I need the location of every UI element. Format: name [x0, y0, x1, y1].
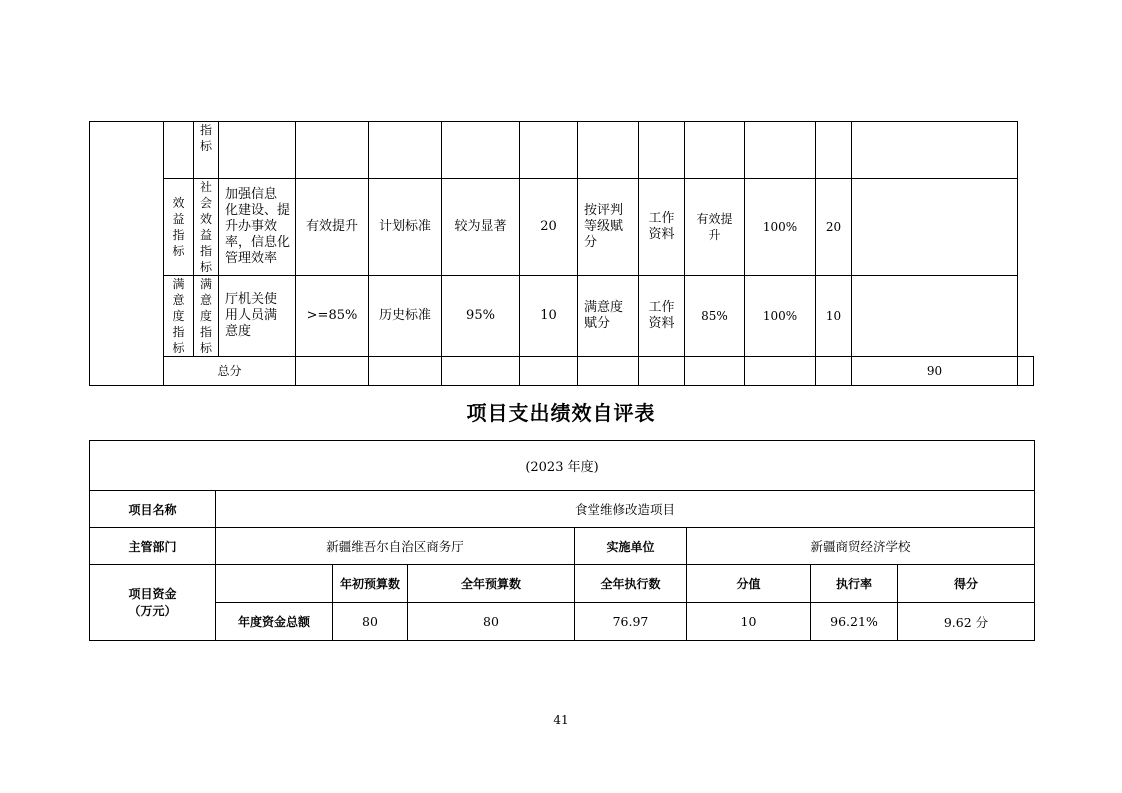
continuation-row [90, 122, 1034, 179]
total-label: 总分 [164, 357, 296, 386]
col-header: 年初预算数 [333, 565, 408, 603]
self-evaluation-table [89, 440, 1035, 641]
project-name: 食堂维修改造项目 [216, 491, 1035, 528]
col-header: 全年预算数 [408, 565, 575, 603]
page-number: 41 [553, 713, 569, 727]
scoring-method: 按评判 等级赋 分 [578, 179, 639, 276]
col-header: 分值 [687, 565, 811, 603]
criterion-text: 厅机关使 用人员满 意度 [219, 276, 296, 357]
indicator-table [89, 121, 1034, 386]
target-value: >=85% [296, 276, 369, 357]
completion-rate: 100% [745, 179, 816, 276]
criterion-text: 加强信息 化建设、提 升办事效 率，信息化 管理效率 [219, 179, 296, 276]
fund-row-label: 年度资金总额 [216, 603, 333, 641]
target-value: 有效提升 [296, 179, 369, 276]
history-value: 95% [442, 276, 520, 357]
col-header: 得分 [898, 565, 1035, 603]
project-name-label: 项目名称 [90, 491, 216, 528]
data-source: 工作 资料 [639, 179, 685, 276]
unit-label: 实施单位 [575, 528, 687, 565]
row-score: 10 [816, 276, 852, 357]
actual-value: 85% [685, 276, 745, 357]
data-source: 工作 资料 [639, 276, 685, 357]
level0-indicator-cell [90, 122, 164, 386]
fund-score: 9.62 分 [898, 603, 1035, 641]
satisfaction-indicator-row [90, 276, 1034, 357]
total-row [90, 357, 1034, 386]
col-header: 全年执行数 [575, 565, 687, 603]
standard-value: 历史标准 [369, 276, 442, 357]
scoring-method: 满意度 赋分 [578, 276, 639, 357]
history-value: 较为显著 [442, 179, 520, 276]
weight-value: 20 [520, 179, 578, 276]
level1-indicator: 满 意 度 指 标 [164, 276, 194, 357]
effect-indicator-row [90, 179, 1034, 276]
dept-name: 新疆维吾尔自治区商务厅 [216, 528, 575, 565]
annual-budget: 80 [408, 603, 575, 641]
level2-indicator: 满 意 度 指 标 [194, 276, 219, 357]
execution-rate: 96.21% [811, 603, 898, 641]
level2-indicator: 社 会 效 益 指 标 [194, 179, 219, 276]
completion-rate: 100% [745, 276, 816, 357]
level2-cell: 指 标 [194, 122, 219, 179]
unit-name: 新疆商贸经济学校 [687, 528, 1035, 565]
level1-cell [164, 122, 194, 179]
initial-budget: 80 [333, 603, 408, 641]
fund-row [90, 603, 1035, 641]
level1-indicator: 效 益 指 标 [164, 179, 194, 276]
fiscal-year: (2023 年度) [90, 441, 1035, 491]
col-header: 执行率 [811, 565, 898, 603]
form-title: 项目支出绩效自评表 [466, 401, 656, 425]
annual-execution: 76.97 [575, 603, 687, 641]
weight-points: 10 [687, 603, 811, 641]
dept-label: 主管部门 [90, 528, 216, 565]
row-score: 20 [816, 179, 852, 276]
weight-value: 10 [520, 276, 578, 357]
fund-label: 项目资金 （万元） [90, 565, 216, 641]
actual-value: 有效提 升 [685, 179, 745, 276]
standard-value: 计划标准 [369, 179, 442, 276]
total-score: 90 [852, 357, 1018, 386]
